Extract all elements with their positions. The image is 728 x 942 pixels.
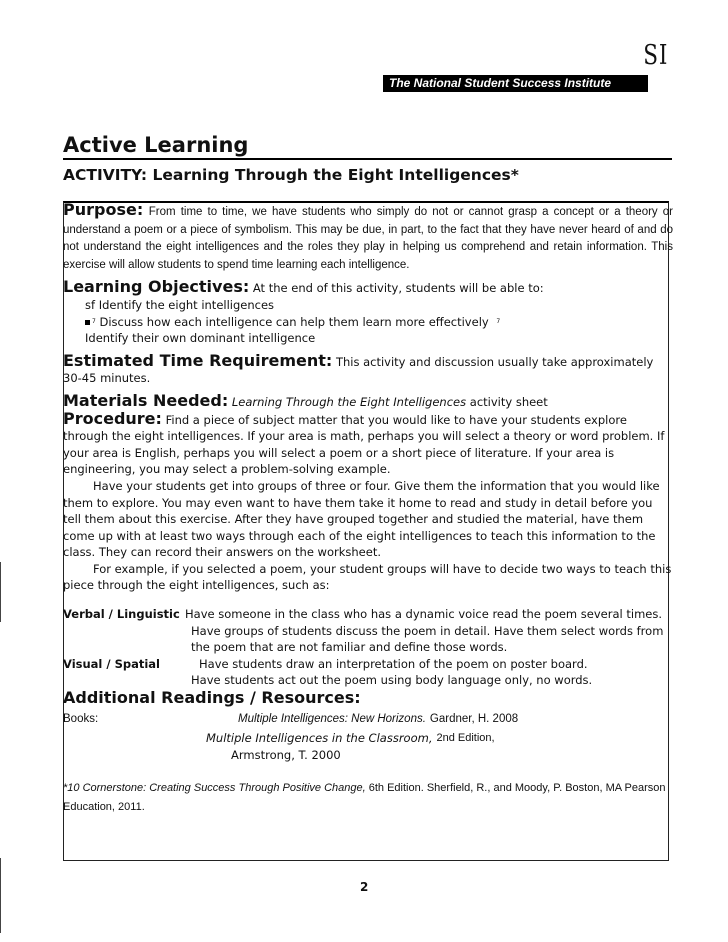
book-row [63, 730, 673, 747]
page-title: Active Learning [63, 133, 249, 157]
footnote [63, 779, 673, 817]
procedure-p2: Have your students get into groups of three or four. Give them the information that you would like them to explore. You may even want to have them take it home to read and study in detail before you tell them about this exercise. After they have grouped together and studied the material, have them come up with at least two ways through each of the eight intelligences to teach this information to the class. They can record their answers on the worksheet. [63, 478, 660, 560]
footnote-title: *10 Cornerstone: Creating Success Through Positive Change, [63, 782, 366, 795]
institute-banner: The National Student Success Institute [383, 75, 648, 92]
procedure-p3: For example, if you selected a poem, your student groups will have to decide two ways to teach this piece through the eight intelligences, such as: [63, 561, 672, 593]
margin-mark [0, 858, 1, 933]
objective-text: Identify their own dominant intelligence [85, 331, 316, 346]
book-title: Multiple Intelligences in the Classroom, [206, 731, 433, 746]
time-section [63, 350, 673, 387]
objective-marker: sf [85, 297, 96, 312]
materials-text: activity sheet [469, 394, 548, 409]
objective-text: Identify the eight intelligences [98, 297, 275, 312]
objective-item [63, 314, 673, 331]
objective-text: Discuss how each intelligence can help them learn more effectively [99, 314, 489, 329]
example-line: the poem that are not familiar and define those words. [191, 640, 508, 655]
example-row [63, 656, 673, 673]
readings-section [63, 690, 673, 708]
purpose-section [63, 202, 673, 273]
book-author: Armstrong, T. 2000 [231, 747, 341, 762]
example-row [63, 606, 673, 623]
purpose-text: From time to time, we have students who simply do not or cannot grasp a concept or a theory or understand a poem or a piece of symbolism. This may be due, in part, to the fact that they have never heard of and do not understand the eight intelligences and the roles they play in helping us comprehend and retain information. This exercise will allow students to spend time learning each intelligence. [63, 206, 673, 271]
example-line: Have students act out the poem using body language only, no words. [191, 673, 593, 688]
time-heading: Estimated Time Requirement: [63, 350, 333, 370]
example-line: Have groups of students discuss the poem in detail. Have them select words from [191, 623, 664, 638]
example-line: Have students draw an interpretation of the poem on poster board. [199, 656, 588, 671]
example-label: Verbal / Linguistic [63, 607, 180, 622]
objectives-section [63, 279, 673, 297]
book-edition: 2nd Edition, [436, 732, 495, 745]
activity-content [63, 202, 673, 817]
margin-mark [0, 562, 1, 622]
objectives-heading: Learning Objectives: [63, 277, 250, 297]
objective-item [63, 330, 673, 347]
page-number: 2 [360, 880, 369, 894]
books-label: Books: [63, 712, 99, 725]
objective-trail: 7 [496, 317, 501, 325]
activity-subtitle: ACTIVITY: Learning Through the Eight Intelligences* [63, 166, 519, 184]
procedure-heading: Procedure: [63, 408, 162, 428]
si-logo: SI [643, 40, 668, 71]
objectives-intro: At the end of this activity, students will be able to: [252, 281, 544, 296]
objective-marker: 7 [92, 317, 96, 325]
materials-title: Learning Through the Eight Intelligences [231, 394, 467, 409]
footnote-text: 6th Edition. Sherfield, R., and Moody, P. Boston, MA Pearson Education, 2011. [63, 782, 666, 814]
bullet-icon [85, 320, 90, 325]
time-text: This activity and discussion usually take approximately 30-45 minutes. [63, 354, 654, 386]
book-title: Multiple Intelligences: New Horizons. [238, 712, 426, 725]
purpose-heading: Purpose: [63, 200, 144, 219]
book-row [63, 711, 673, 728]
objective-item [63, 297, 673, 314]
example-label: Visual / Spatial [63, 656, 160, 671]
materials-heading: Materials Needed: [63, 390, 229, 410]
book-author: Gardner, H. 2008 [429, 712, 519, 725]
example-line: Have someone in the class who has a dynamic voice read the poem several times. [185, 607, 662, 622]
title-divider [63, 158, 672, 160]
procedure-section [63, 408, 673, 478]
procedure-p1: Find a piece of subject matter that you would like to have your students explore through the eight intelligences. If your area is math, perhaps you will select a theory or word problem. If your area is English, perhaps you will select a poem or a short piece of literature. If your area is engineering, you may select a problem-solving example. [63, 412, 665, 477]
readings-heading: Additional Readings / Resources: [63, 688, 361, 708]
